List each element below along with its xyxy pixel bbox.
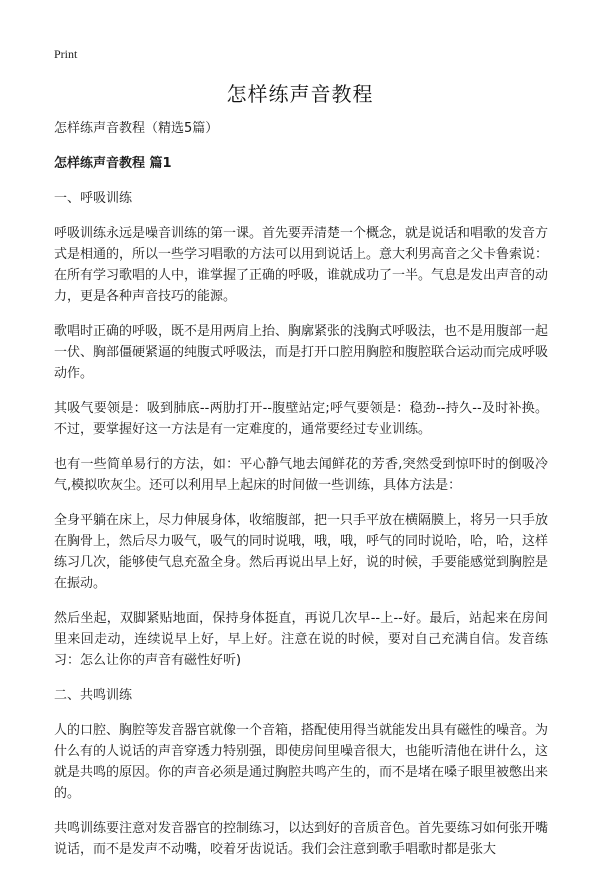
- print-label[interactable]: Print: [54, 47, 78, 61]
- heading-resonance-training: 二、共鸣训练: [54, 688, 133, 703]
- page-title: 怎样练声音教程: [226, 82, 374, 106]
- paragraph: 也有一些简单易行的方法，如：平心静气地去闻鲜花的芳香,突然受到惊吓时的倒吸冷气,模拟吹灰尘。还可以利用早上起床的时间做一些训练，具体方法是：: [54, 457, 548, 493]
- paragraph: 其吸气要领是：吸到肺底--两肋打开--腹壁站定;呼气要领是：稳劲--持久--及时补换。不过，要掌握好这一方法是有一定难度的，通常要经过专业训练。: [54, 401, 548, 437]
- document-body: [54, 118, 548, 874]
- paragraph: 然后坐起，双脚紧贴地面，保持身体挺直，再说几次早--上--好。最后，站起来在房间里来回走动，连续说早上好，早上好。注意在说的时候，要对自己充满自信。发音练习：怎么让你的声音有磁性好听): [54, 611, 548, 668]
- paragraph: 全身平躺在床上，尽力伸展身体，收缩腹部，把一只手平放在横隔膜上，将另一只手放在胸骨上，然后尽力吸气，吸气的同时说哦，哦，哦，呼气的同时说哈，哈，哈，这样练习几次，能够使气息充盈全身。然后再说出早上好，说的时候，手要能感觉到胸腔是在振动。: [54, 513, 549, 591]
- section-title: 怎样练声音教程 篇1: [54, 156, 172, 171]
- paragraph: 歌唱时正确的呼吸，既不是用两肩上抬、胸廓紧张的浅胸式呼吸法，也不是用腹部一起一伏、胸部僵硬紧逼的纯腹式呼吸法，而是打开口腔用胸腔和腹腔联合运动而完成呼吸动作。: [54, 324, 549, 381]
- document-subtitle: 怎样练声音教程（精选5篇）: [54, 121, 219, 136]
- paragraph: 呼吸训练永远是噪音训练的第一课。首先要弄清楚一个概念，就是说话和唱歌的发音方式是相通的，所以一些学习唱歌的方法可以用到说话上。意大利男高音之父卡鲁索说：在所有学习歌唱的人中，谁掌握了正确的呼吸，谁就成功了一半。气息是发出声音的动力，更是各种声音技巧的能源。: [54, 226, 549, 304]
- heading-breathing-training: 一、呼吸训练: [54, 191, 133, 206]
- paragraph: 共鸣训练要注意对发音器官的控制练习，以达到好的音质音色。首先要练习如何张开嘴说话，而不是发声不动嘴，咬着牙齿说话。我们会注意到歌手唱歌时都是张大: [54, 821, 549, 857]
- paragraph: 人的口腔、胸腔等发音器官就像一个音箱，搭配使用得当就能发出具有磁性的噪音。为什么有的人说话的声音穿透力特别强，即使房间里噪音很大，也能听清他在讲什么，这就是共鸣的原因。你的声音必须是通过胸腔共鸣产生的，而不是堵在嗓子眼里被憋出来的。: [54, 723, 549, 801]
